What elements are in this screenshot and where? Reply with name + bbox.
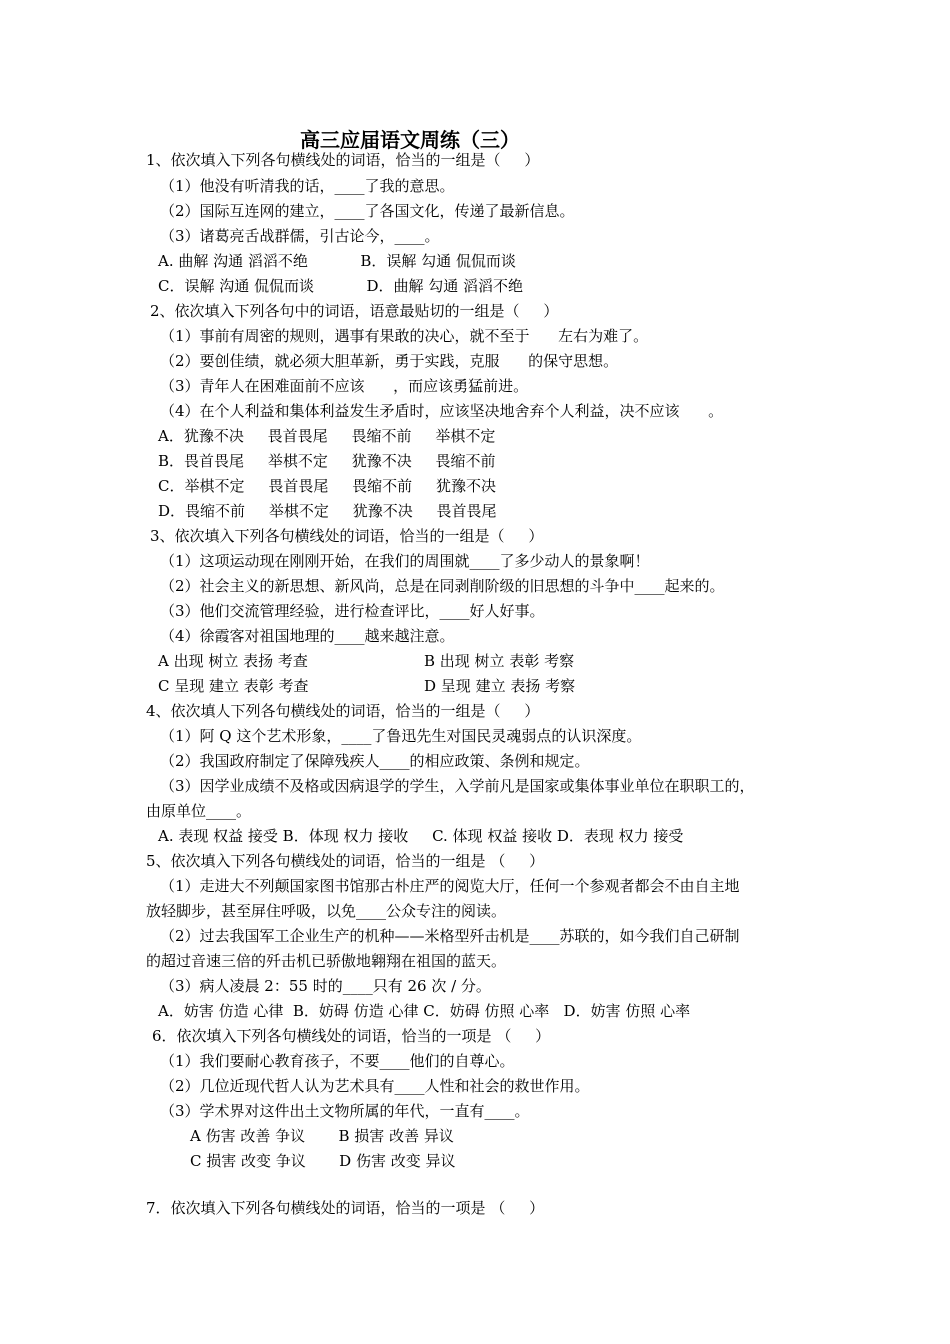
text-line: （2）我国政府制定了保障残疾人____的相应政策、条例和规定。 (160, 752, 590, 770)
text-line: （1）这项运动现在刚刚开始，在我们的周围就____了多少动人的景象啊！ (160, 552, 650, 570)
text-line: （1）走进大不列颠国家图书馆那古朴庄严的阅览大厅，任何一个参观者都会不由自主地 (160, 877, 740, 895)
text-line: （2）过去我国军工企业生产的机种——米格型歼击机是____苏联的，如今我们自己研制 (160, 927, 740, 945)
text-line: C．举棋不定 畏首畏尾 畏缩不前 犹豫不决 (158, 477, 496, 495)
page-title: 高三应届语文周练（三） (300, 128, 520, 152)
text-line: （1）他没有听清我的话，____了我的意思。 (160, 177, 455, 195)
text-line: A 伤害 改善 争议 B 损害 改善 异议 (190, 1127, 454, 1145)
text-line: C 呈现 建立 表彰 考查 (158, 677, 309, 695)
text-line: （3）青年人在困难面前不应该 ，而应该勇猛前进。 (160, 377, 529, 395)
text-line: 放轻脚步，甚至屏住呼吸，以免____公众专注的阅读。 (146, 902, 507, 920)
text-line: A．妨害 仿造 心律 B．妨碍 仿造 心律 C．妨碍 仿照 心率 D．妨害 仿照 心率 (158, 1002, 691, 1020)
text-line: 3、依次填入下列各句横线处的词语，恰当的一组是（ ） (150, 527, 544, 545)
text-line: B 出现 树立 表彰 考察 (424, 652, 575, 670)
text-line: （3）学术界对这件出土文物所属的年代，一直有____。 (160, 1102, 530, 1120)
text-line: 4、依次填人下列各句横线处的词语，恰当的一组是（ ） (146, 702, 540, 720)
text-line: 2、依次填入下列各句中的词语，语意最贴切的一组是（ ） (150, 302, 559, 320)
text-line: （3）诸葛亮舌战群儒，引古论今，____。 (160, 227, 440, 245)
text-line: D．畏缩不前 举棋不定 犹豫不决 畏首畏尾 (158, 502, 497, 520)
text-line: （2）国际互连网的建立，____了各国文化，传递了最新信息。 (160, 202, 575, 220)
text-line: （3）因学业成绩不及格或因病退学的学生，入学前凡是国家或集体事业单位在职职工的， (160, 777, 755, 795)
text-line: （2）要创佳绩，就必须大胆革新，勇于实践，克服 的保守思想。 (160, 352, 619, 370)
text-line: C．误解 沟通 侃侃而谈 D．曲解 勾通 滔滔不绝 (158, 277, 524, 295)
text-line: （1）事前有周密的规则，遇事有果敢的决心，就不至于 左右为难了。 (160, 327, 649, 345)
text-line: 5、依次填入下列各句横线处的词语，恰当的一组是 （ ） (146, 852, 545, 870)
text-line: B．畏首畏尾 举棋不定 犹豫不决 畏缩不前 (158, 452, 496, 470)
text-line: （1）我们要耐心教育孩子，不要____他们的自尊心。 (160, 1052, 515, 1070)
text-line: （3）病人凌晨 2：55 时的____只有 26 次 / 分。 (160, 977, 491, 995)
text-line: （3）他们交流管理经验，进行检查评比，____好人好事。 (160, 602, 545, 620)
text-line: A 出现 树立 表扬 考查 (158, 652, 308, 670)
text-line: 7．依次填入下列各句横线处的词语，恰当的一项是 （ ） (146, 1199, 545, 1217)
text-line: （1）阿 Q 这个艺术形象，____了鲁迅先生对国民灵魂弱点的认识深度。 (160, 727, 642, 745)
text-line: （4）在个人利益和集体利益发生矛盾时，应该坚决地舍弃个人利益，决不应该 。 (160, 402, 724, 420)
text-line: （2）社会主义的新思想、新风尚，总是在同剥削阶级的旧思想的斗争中____起来的。 (160, 577, 725, 595)
text-line: A．犹豫不决 畏首畏尾 畏缩不前 举棋不定 (158, 427, 496, 445)
text-line: A. 表现 权益 接受 B．体现 权力 接收 C. 体现 权益 接收 D．表现 权力 接受 (158, 827, 684, 845)
text-line: （2）几位近现代哲人认为艺术具有____人性和社会的救世作用。 (160, 1077, 590, 1095)
text-line: 由原单位____。 (146, 802, 252, 820)
text-line: 1、依次填入下列各句横线处的词语，恰当的一组是（ ） (146, 151, 540, 169)
text-line: （4）徐霞客对祖国地理的____越来越注意。 (160, 627, 455, 645)
text-line: 6．依次填入下列各句横线处的词语，恰当的一项是 （ ） (152, 1027, 551, 1045)
text-line: 的超过音速三倍的歼击机已骄傲地翱翔在祖国的蓝天。 (146, 952, 507, 970)
text-line: C 损害 改变 争议 D 伤害 改变 异议 (190, 1152, 456, 1170)
text-line: D 呈现 建立 表扬 考察 (424, 677, 576, 695)
text-line: A. 曲解 沟通 滔滔不绝 B．误解 勾通 侃侃而谈 (158, 252, 516, 270)
